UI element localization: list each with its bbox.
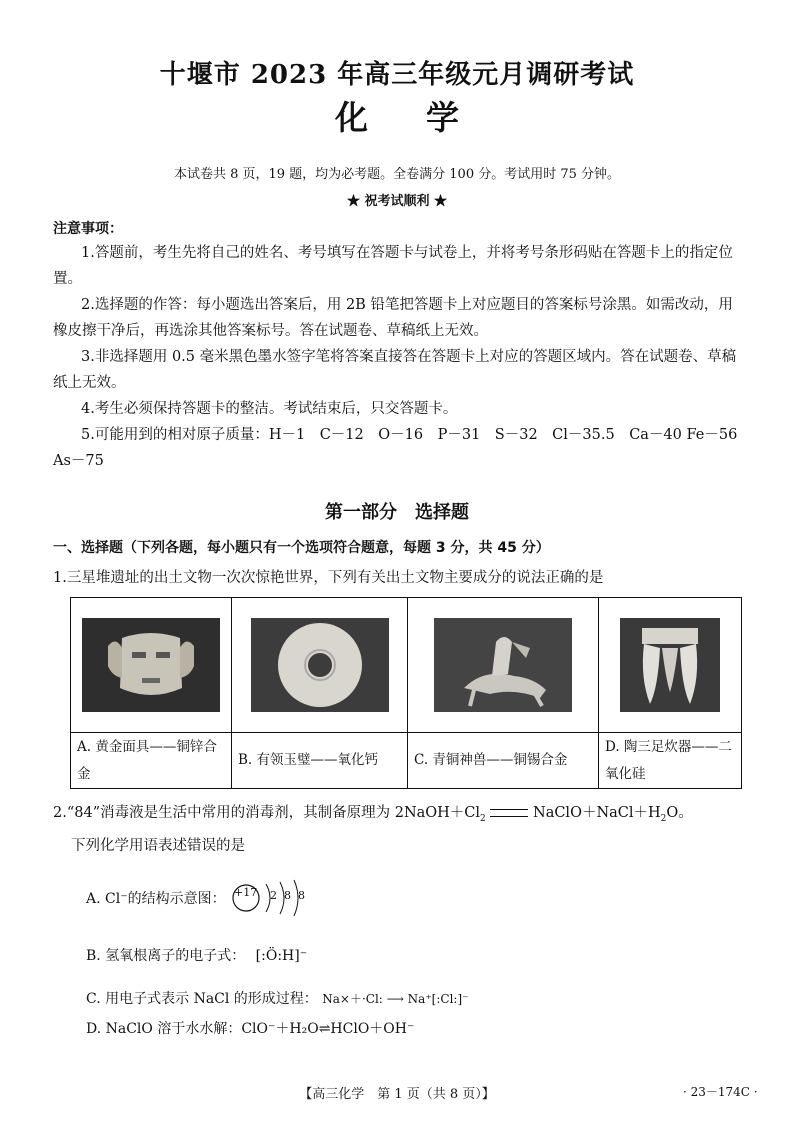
question-2-stem-part-c: O。 bbox=[666, 805, 693, 821]
question-2-stem-line2: 下列化学用语表述错误的是 bbox=[71, 838, 245, 854]
subject-title: 化学 bbox=[335, 98, 517, 137]
question-2-stem-part-a: 2.“84”消毒液是生活中常用的消毒剂，其制备原理为 2NaOH＋Cl bbox=[53, 805, 481, 821]
notice-item-1: 1.答题前，考生先将自己的姓名、考号填写在答题卡与试卷上，并将考号条形码贴在答题卡上的指定位置。 bbox=[53, 245, 733, 287]
option-c-text: C. 用电子式表示 NaCl 的形成过程： bbox=[86, 991, 318, 1007]
notice-item-3: 3.非选择题用 0.5 毫米黑色墨水签字笔将答案直接答在答题卡上对应的答题区域内。答在试题卷、草稿纸上无效。 bbox=[53, 349, 737, 391]
option-a-label: A. 黄金面具——铜锌合金 bbox=[71, 733, 232, 789]
option-d-label: D. 陶三足炊器——二氧化硅 bbox=[599, 733, 742, 789]
option-c-image-cell bbox=[408, 598, 599, 733]
question-2-option-a bbox=[86, 884, 320, 914]
pottery-tripod-image bbox=[620, 618, 720, 712]
option-c-label: C. 青铜神兽——铜锡合金 bbox=[408, 733, 599, 789]
option-a-text: A. Cl⁻的结构示意图： bbox=[86, 891, 226, 907]
notice-heading: 注意事项： bbox=[53, 221, 123, 237]
equals-sign-icon bbox=[490, 809, 528, 817]
question-2-stem-part-b: NaClO＋NaCl＋H bbox=[533, 805, 661, 821]
nucleus-charge: +17 bbox=[234, 886, 258, 899]
question-1-options-table bbox=[70, 597, 742, 789]
page-footer: 【高三化学 第 1 页（共 8 页）】 bbox=[299, 1087, 495, 1102]
nacl-formation-formula: Na×＋·Cl: ⟶ Na⁺[:Cl:]⁻ bbox=[322, 992, 469, 1006]
bronze-beast-image bbox=[434, 618, 572, 712]
part-title: 第一部分 选择题 bbox=[325, 502, 469, 523]
question-2-stem: 2.“84”消毒液是生活中常用的消毒剂，其制备原理为 $2NaOH+Cl_2$ $NaClO+NaCl+H_2O$。 bbox=[53, 805, 693, 824]
notice-item-4: 4.考生必须保持答题卡的整洁。考试结束后，只交答题卡。 bbox=[81, 401, 458, 417]
question-2-option-d: D. NaClO 溶于水水解：ClO⁻＋H₂O⇌HClO＋OH⁻ bbox=[86, 1021, 415, 1037]
shell-3-count: 8 bbox=[298, 889, 306, 902]
hydroxide-electron-formula: [:Ö:H]⁻ bbox=[255, 948, 308, 964]
chloride-ion-structure-diagram bbox=[230, 884, 320, 914]
question-2-option-b bbox=[86, 945, 307, 965]
option-b-label: B. 有领玉璧——氧化钙 bbox=[232, 733, 408, 789]
option-b-image-cell bbox=[232, 598, 408, 733]
shell-1-count: 2 bbox=[270, 889, 278, 902]
good-luck-line: ★ 祝考试顺利 ★ bbox=[346, 194, 448, 209]
notice-item-5: 5.可能用到的相对原子质量：H－1 C－12 O－16 P－31 S－32 Cl－35.5 Ca－40 Fe－56 As－75 bbox=[53, 427, 752, 469]
exam-title: 十堰市 2023 年高三年级元月调研考试 bbox=[159, 60, 635, 90]
option-a-image-cell bbox=[71, 598, 232, 733]
option-b-text: B. 氢氧根离子的电子式： bbox=[86, 948, 246, 964]
shell-2-count: 8 bbox=[284, 889, 292, 902]
section-heading: 一、选择题（下列各题，每小题只有一个选项符合题意，每题 3 分，共 45 分） bbox=[53, 540, 550, 556]
notice-item-2: 2.选择题的作答：每小题选出答案后，用 2B 铅笔把答题卡上对应题目的答案标号涂黑。如需改动，用橡皮擦干净后，再选涂其他答案标号。答在试题卷、草稿纸上无效。 bbox=[53, 297, 733, 339]
question-2-option-c bbox=[86, 988, 468, 1008]
option-d-image-cell bbox=[599, 598, 742, 733]
gold-mask-image bbox=[82, 618, 220, 712]
paper-code: · 23－174C · bbox=[683, 1085, 758, 1099]
question-1-stem: 1.三星堆遗址的出土文物一次次惊艳世界，下列有关出土文物主要成分的说法正确的是 bbox=[53, 570, 604, 586]
jade-bi-disc-image bbox=[251, 618, 389, 712]
exam-intro: 本试卷共 8 页，19 题，均为必考题。全卷满分 100 分。考试用时 75 分钟。 bbox=[173, 167, 621, 182]
